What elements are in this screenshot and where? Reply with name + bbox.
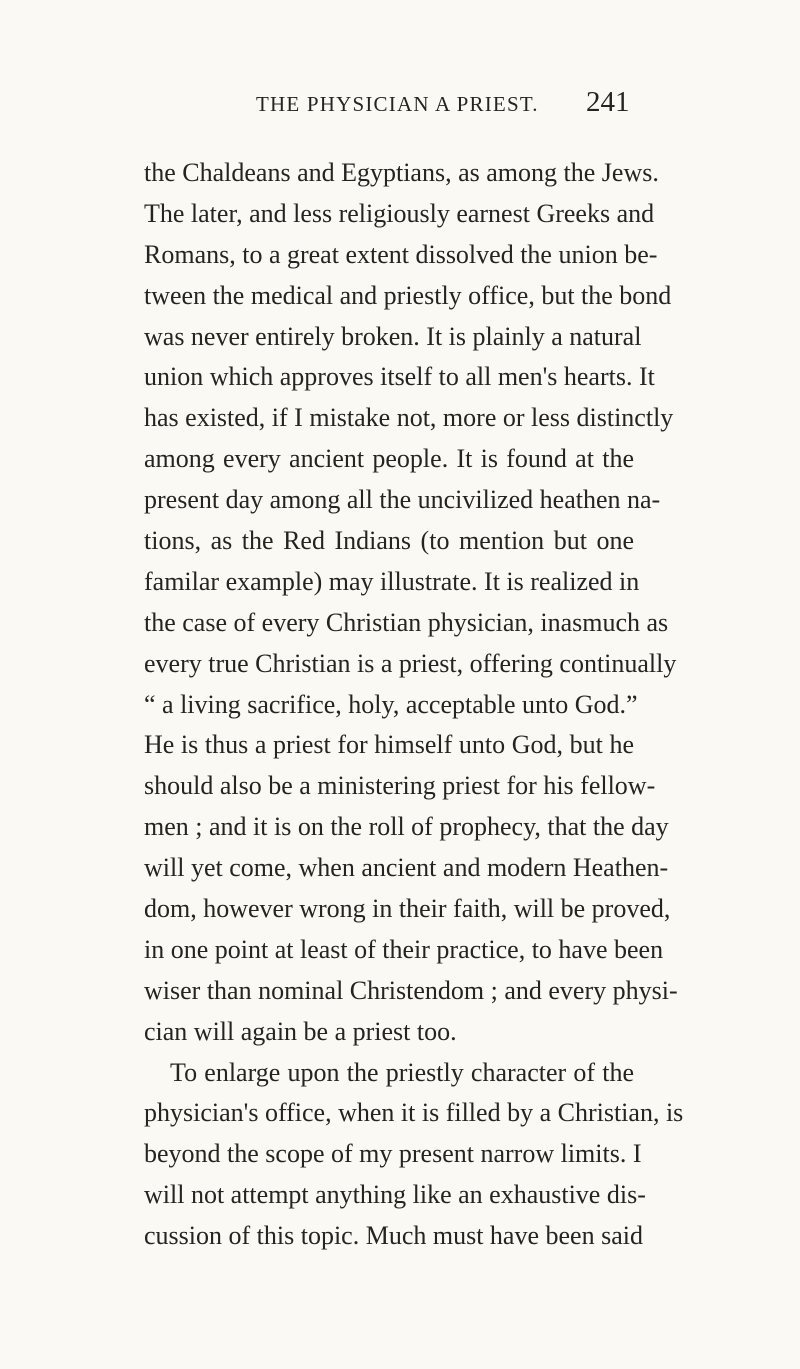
text-line: will yet come, when ancient and modern Heathen-: [144, 853, 669, 883]
text-line: The later, and less religiously earnest Greeks and: [144, 198, 655, 228]
text-line: among every ancient people. It is found at the: [144, 444, 634, 474]
text-line: every true Christian is a priest, offering continually: [144, 648, 677, 678]
text-line: wiser than nominal Christendom ; and every physi-: [144, 975, 678, 1005]
text-line: He is thus a priest for himself unto God, but he: [144, 730, 634, 760]
text-line: the Chaldeans and Egyptians, as among the Jews.: [144, 158, 659, 187]
text-line: “ a living sacrifice, holy, acceptable unto God.”: [144, 689, 638, 719]
text-line: should also be a ministering priest for his fellow-: [144, 771, 656, 801]
paragraph-last-line: cian will again be a priest too.: [144, 1016, 457, 1046]
text-line: dom, however wrong in their faith, will be proved,: [144, 894, 671, 924]
text-line: will not attempt anything like an exhaustive dis-: [144, 1180, 646, 1210]
text-line: men ; and it is on the roll of prophecy, that the day: [144, 812, 669, 842]
paragraph-first-line: To enlarge upon the priestly character of the: [170, 1057, 634, 1087]
text-line: the case of every Christian physician, inasmuch as: [144, 607, 669, 637]
text-line: present day among all the uncivilized heathen na-: [144, 485, 661, 515]
text-line: has existed, if I mistake not, more or less distinctly: [144, 403, 674, 433]
text-line: was never entirely broken. It is plainly a natural: [144, 321, 642, 351]
running-head: [0, 86, 800, 126]
text-line: familar example) may illustrate. It is realized in: [144, 566, 640, 596]
text-line: tions, as the Red Indians (to mention but one: [144, 526, 634, 556]
text-line: tween the medical and priestly office, but the bond: [144, 280, 672, 310]
text-line: physician's office, when it is filled by a Christian, is: [144, 1098, 684, 1128]
text-line: union which approves itself to all men's hearts. It: [144, 362, 655, 392]
running-title: THE PHYSICIAN A PRIEST.: [256, 92, 539, 116]
text-line: beyond the scope of my present narrow limits. I: [144, 1139, 642, 1169]
body-text: [144, 153, 684, 1257]
text-line: Romans, to a great extent dissolved the union be-: [144, 239, 658, 269]
text-line: in one point at least of their practice, to have been: [144, 934, 664, 964]
text-line: cussion of this topic. Much must have been said: [144, 1221, 643, 1251]
page-number: 241: [586, 86, 630, 118]
